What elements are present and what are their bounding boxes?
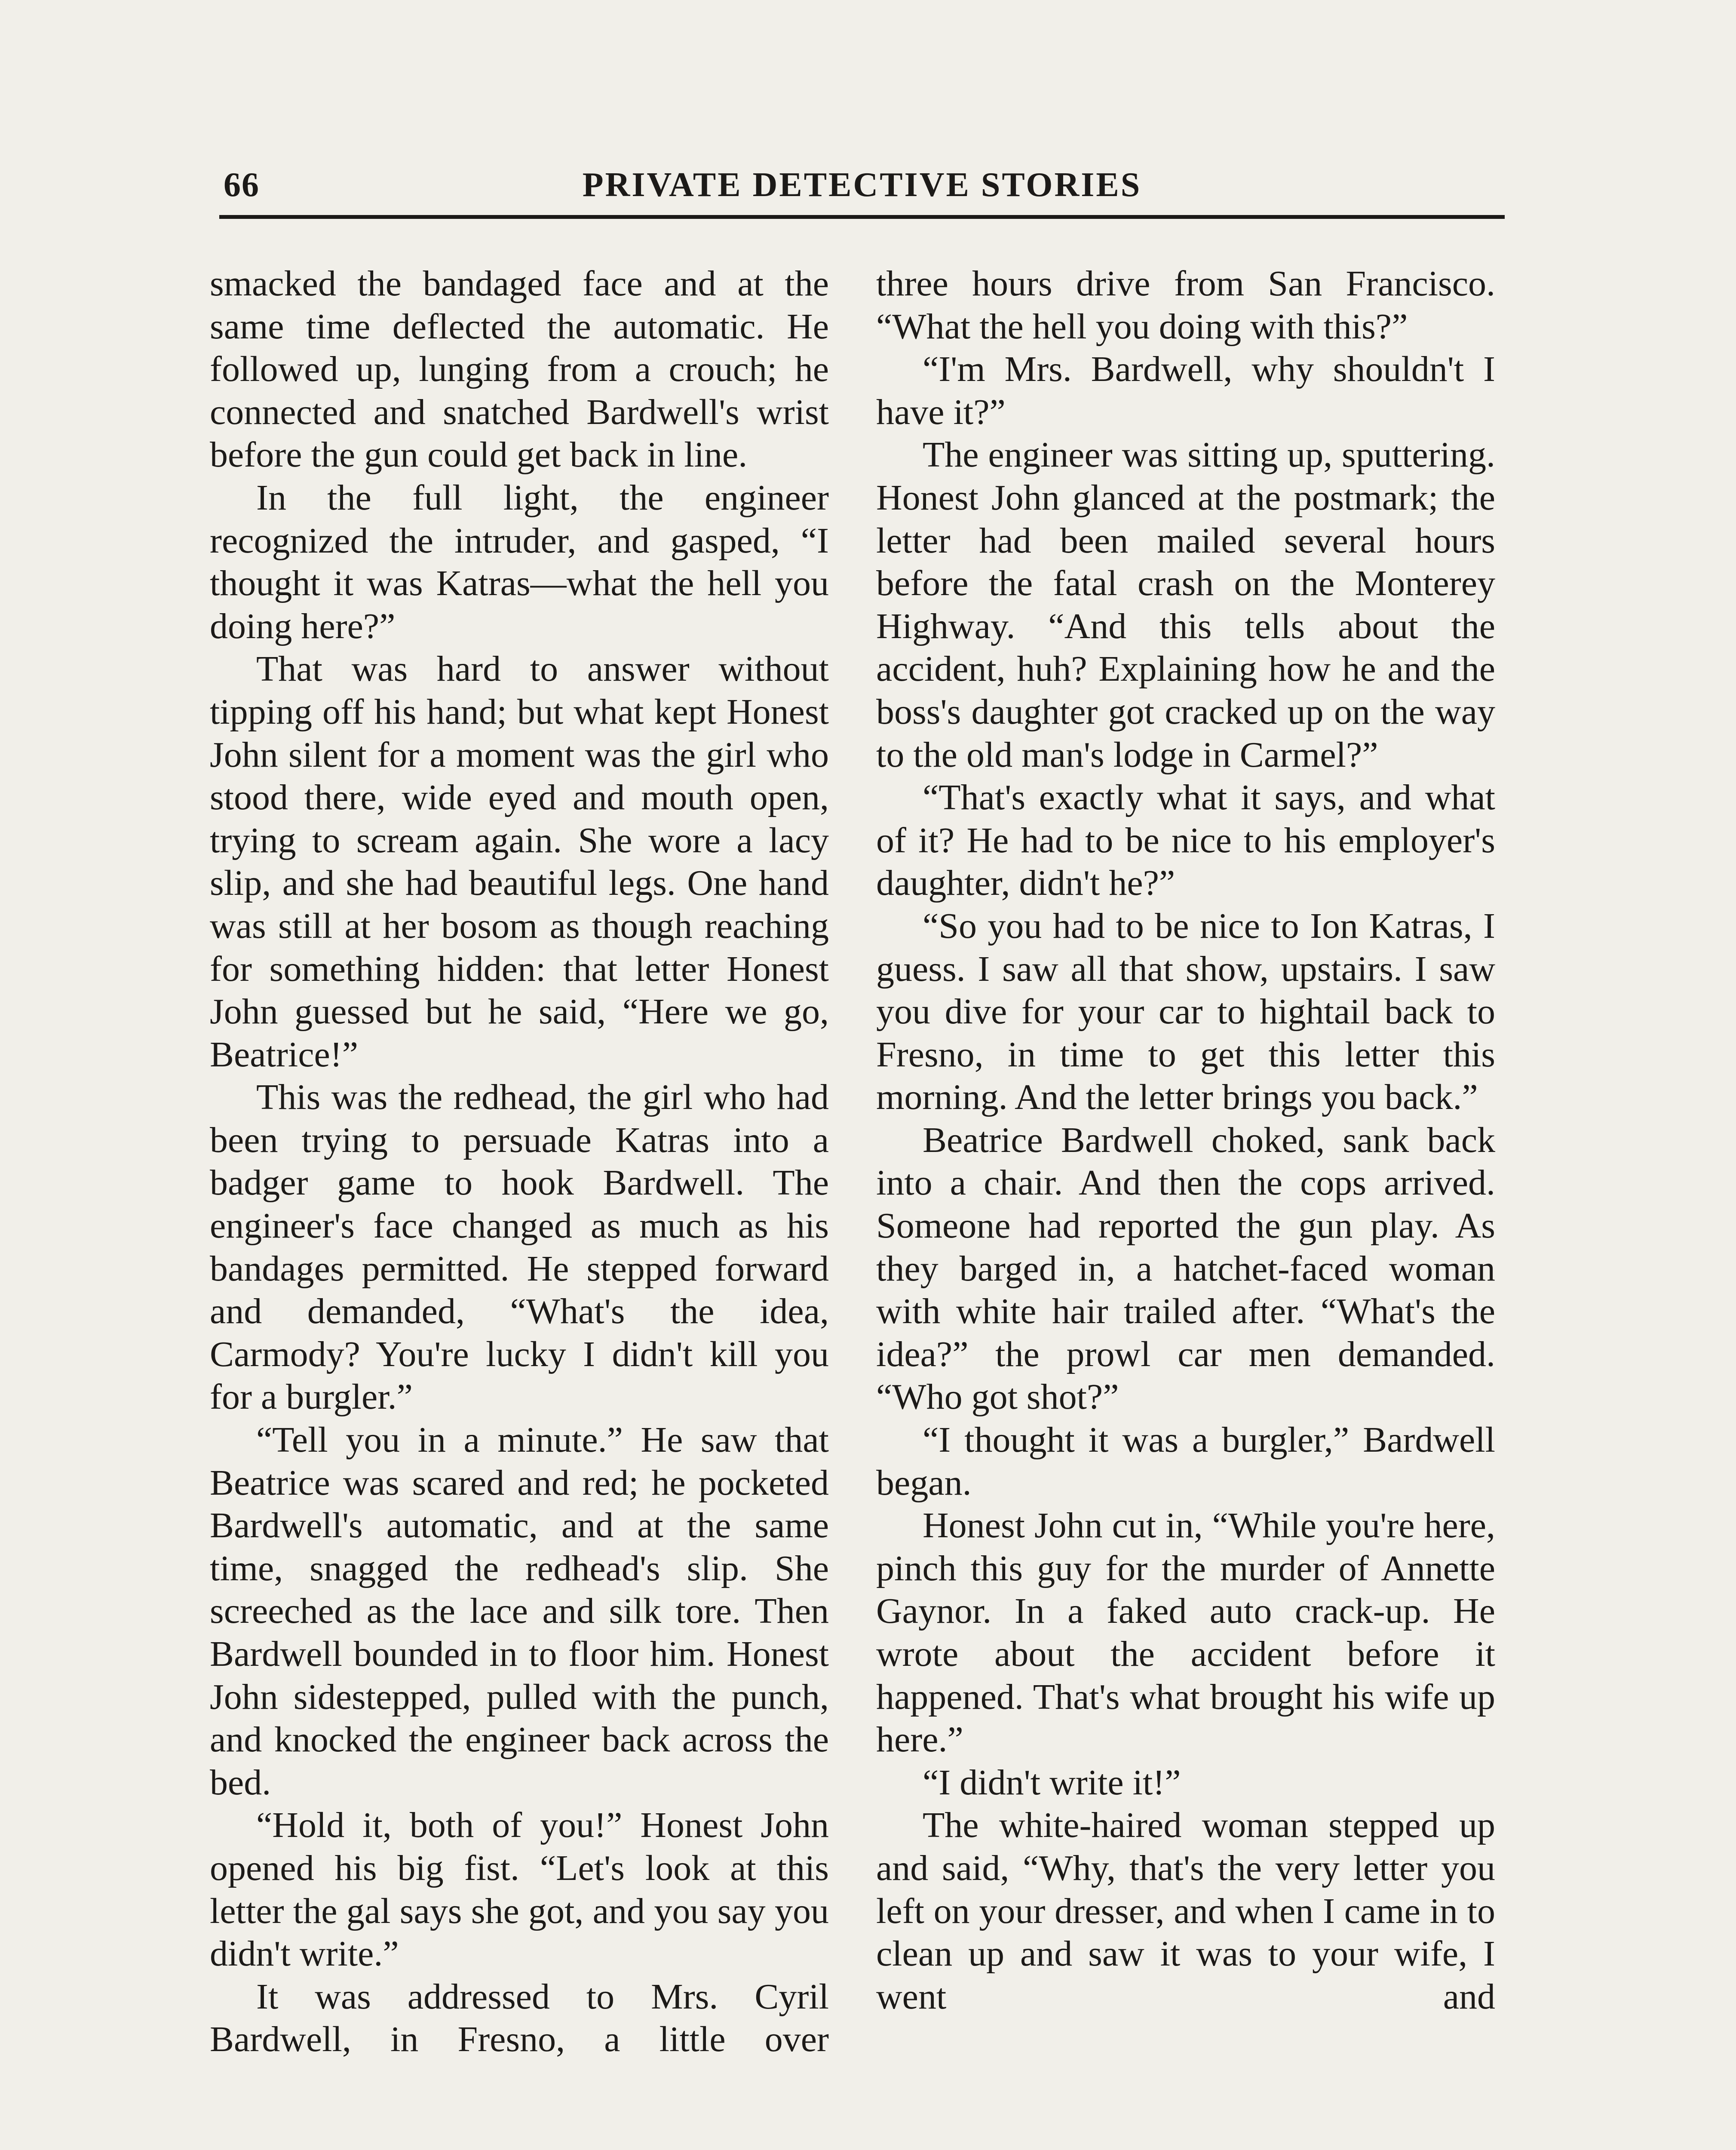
page-header	[219, 166, 1505, 213]
left-column	[210, 262, 829, 2061]
paragraph: Honest John cut in, “While you're here, pinch this guy for the murder of Annette Gaynor. In a faked auto crack-up. He wrote about the accident before it happened. That's what brought his wife up here.”	[876, 1505, 1495, 1760]
header-rule	[219, 215, 1505, 219]
paragraph: three hours drive from San Francisco. “What the hell you doing with this?”	[876, 264, 1495, 347]
running-title: PRIVATE DETECTIVE STORIES	[582, 166, 1142, 204]
paragraph: “That's exactly what it says, and what of it? He had to be nice to his employer's daughter, didn't he?”	[876, 777, 1495, 903]
paragraph: It was addressed to Mrs. Cyril Bardwell, in Fresno, a little over	[210, 1976, 829, 2060]
paragraph: Beatrice Bardwell choked, sank back into a chair. And then the cops arrived. Someone had reported the gun play. As they barged in, a hatchet-faced woman with white hair trailed after. “What's the idea?” the prowl car men demanded. “Who got shot?”	[876, 1120, 1495, 1417]
paragraph: “I didn't write it!”	[923, 1762, 1181, 1803]
paragraph: “Hold it, both of you!” Honest John opened his big fist. “Let's look at this letter the gal says she got, and you say you didn't write.”	[210, 1805, 829, 1974]
paragraph: That was hard to answer without tipping off his hand; but what kept Honest John silent for a moment was the girl who stood there, wide eyed and mouth open, trying to scream again. She wore a lacy slip, and she had beautiful legs. One hand was still at her bosom as though reaching for something hidden: that letter Honest John guessed but he said, “Here we go, Beatrice!”	[210, 649, 829, 1075]
page-number: 66	[224, 166, 260, 204]
paragraph: “I thought it was a burgler,” Bardwell began.	[876, 1420, 1495, 1503]
paragraph: “Tell you in a minute.” He saw that Beatrice was scared and red; he pocketed Bardwell's automatic, and at the same time, snagged the redhead's slip. She screeched as the lace and silk tore. Then Bardwell bounded in to floor him. Honest John sidestepped, pulled with the punch, and knocked the engineer back across the bed.	[210, 1420, 829, 1803]
paragraph: This was the redhead, the girl who had been trying to persuade Katras into a badger game to hook Bardwell. The engineer's face changed as much as his bandages permitted. He stepped forward and demanded, “What's the idea, Carmody? You're lucky I didn't kill you for a burgler.”	[210, 1077, 829, 1417]
paragraph: The white-haired woman stepped up and said, “Why, that's the very letter you left on your dresser, and when I came in to clean up and saw it was to your wife, I went and	[876, 1805, 1495, 2017]
paragraph: “So you had to be nice to Ion Katras, I guess. I saw all that show, upstairs. I saw you dive for your car to hightail back to Fresno, in time to get this letter this morning. And the letter brings you back.”	[876, 906, 1495, 1118]
paragraph: “I'm Mrs. Bardwell, why shouldn't I have it?”	[876, 349, 1495, 432]
right-column	[876, 262, 1495, 2018]
paragraph: The engineer was sitting up, sputtering. Honest John glanced at the postmark; the letter had been mailed several hours before the fatal crash on the Monterey Highway. “And this tells about the accident, huh? Explaining how he and the boss's daughter got cracked up on the way to the old man's lodge in Carmel?”	[876, 435, 1495, 775]
paragraph: In the full light, the engineer recognized the intruder, and gasped, “I thought it was Katras—what the hell you doing here?”	[210, 477, 829, 646]
paragraph: smacked the bandaged face and at the same time deflected the automatic. He followed up, lunging from a crouch; he connected and snatched Bardwell's wrist before the gun could get back in line.	[210, 264, 829, 475]
